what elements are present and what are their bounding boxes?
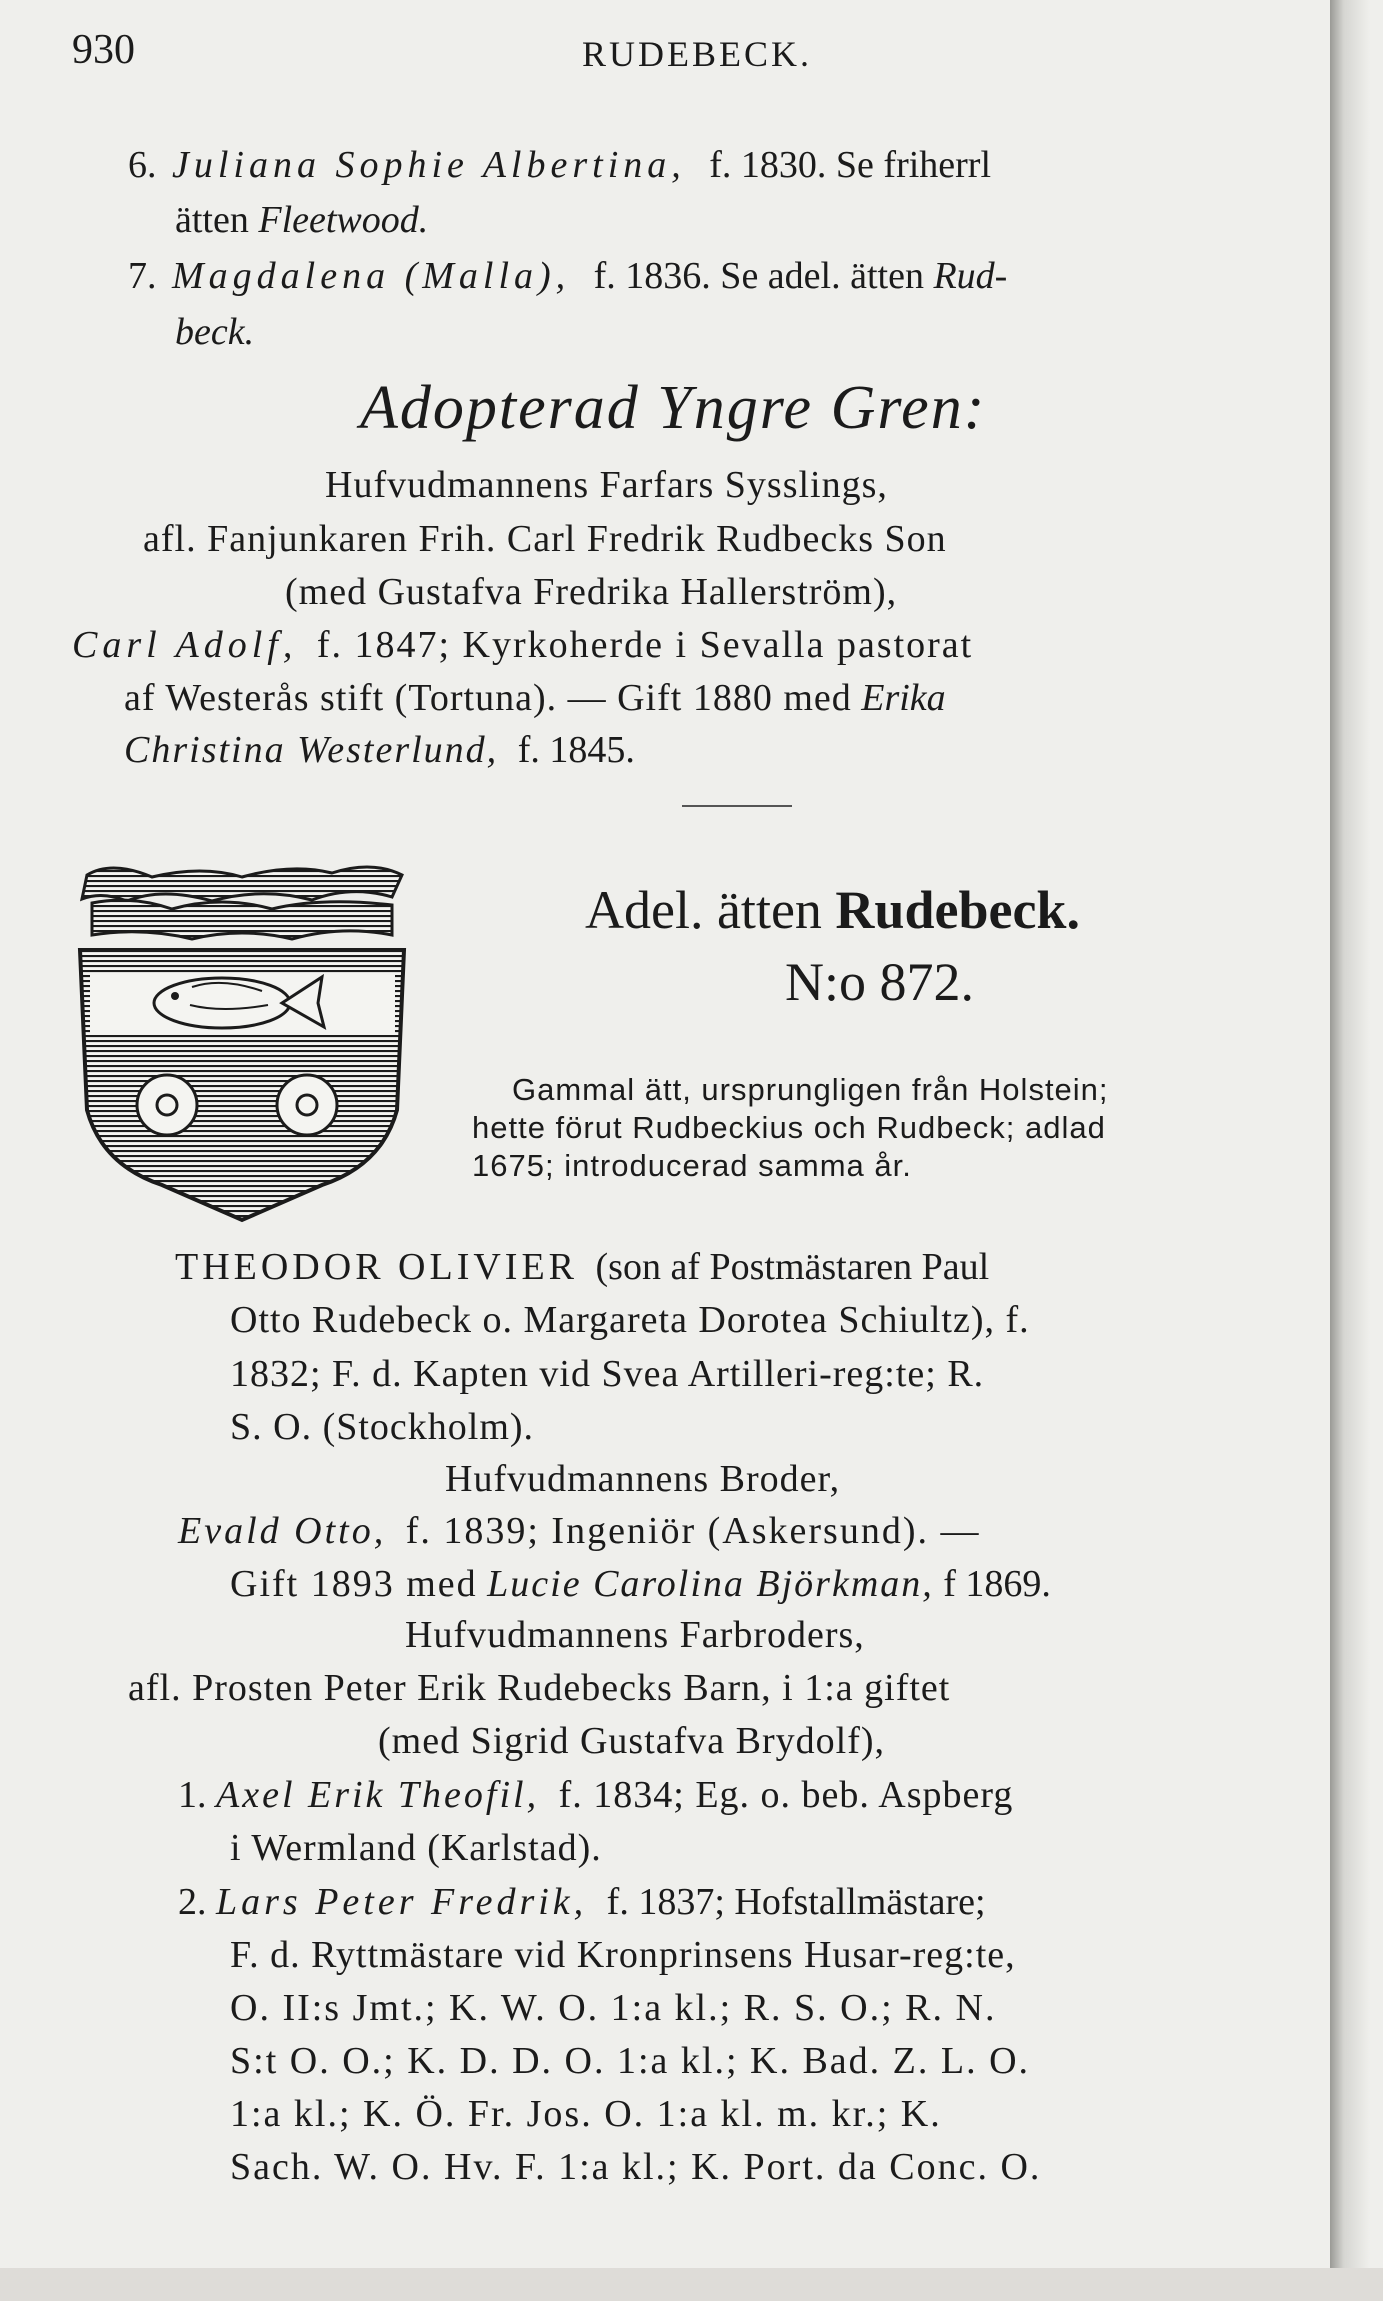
brother-line-2: [230, 1562, 1051, 1606]
entry-7-line-2: beck.: [175, 311, 255, 353]
person-text: f. 1837; Hofstallmästare;: [606, 1881, 986, 1923]
entry-text: f. 1830. Se friherrl: [709, 144, 992, 186]
person-name: Evald Otto,: [178, 1510, 387, 1552]
person-name: Lars Peter Fredrik,: [216, 1881, 588, 1923]
person-text: (son af Postmästaren Paul: [595, 1246, 990, 1288]
subheading-farbroder: Hufvudmannens Farbroders,: [405, 1614, 865, 1656]
subheading-broder: Hufvudmannens Broder,: [445, 1458, 841, 1500]
entry-name: Juliana Sophie Albertina,: [172, 144, 686, 186]
entry-name: Magdalena (Malla),: [172, 255, 571, 297]
adopted-line-4: [72, 623, 973, 667]
person-text: f. 1845.: [517, 729, 635, 771]
head-line-4: S. O. (Stockholm).: [230, 1406, 535, 1448]
brother-line-1: [178, 1509, 981, 1553]
family-description-1: Gammal ätt, ursprungligen från Holstein;: [512, 1072, 1109, 1107]
entry-6-line-1: [128, 143, 991, 187]
scan-margin: [0, 2268, 1383, 2301]
entry-6-line-2: [175, 198, 428, 242]
family-description-3: 1675; introducerad samma år.: [472, 1148, 912, 1183]
family-title: [585, 880, 1080, 940]
adopted-line-5: [124, 676, 946, 720]
entry-text: f. 1836. Se adel. ätten: [593, 255, 924, 297]
family-description-2: hette förut Rudbeckius och Rudbeck; adlad: [472, 1110, 1106, 1145]
coat-of-arms-image: [72, 855, 412, 1225]
child-2-line-2: F. d. Ryttmästare vid Kronprinsens Husar-reg:te,: [230, 1934, 1016, 1976]
child-2-line-4: S:t O. O.; K. D. D. O. 1:a kl.; K. Bad. Z. L. O.: [230, 2040, 1031, 2082]
running-title: RUDEBECK.: [582, 34, 813, 74]
farbroder-line-2: (med Sigrid Gustafva Brydolf),: [378, 1720, 886, 1762]
person-text: f. 1847; Kyrkoherde i Sevalla pastorat: [316, 624, 974, 666]
child-1-line-2: i Wermland (Karlstad).: [230, 1827, 602, 1869]
entry-number: 7.: [128, 255, 157, 297]
entry-number: 2.: [178, 1881, 207, 1923]
adopted-line-1: Hufvudmannens Farfars Sysslings,: [325, 464, 888, 506]
person-text: f. 1834; Eg. o. beb. Aspberg: [558, 1774, 1014, 1816]
child-2-line-6: Sach. W. O. Hv. F. 1:a kl.; K. Port. da Conc. O.: [230, 2146, 1042, 2188]
page-number: 930: [72, 27, 135, 73]
family-title-prefix: Adel. ätten: [585, 880, 822, 940]
family-number: N:o 872.: [785, 952, 974, 1012]
person-text: f. 1839; Ingeniör (Askersund). —: [405, 1510, 981, 1552]
adopted-line-3: (med Gustafva Fredrika Hallerström),: [285, 571, 898, 613]
head-line-2: Otto Rudebeck o. Margareta Dorotea Schiultz), f.: [230, 1299, 1030, 1341]
head-line-3: 1832; F. d. Kapten vid Svea Artilleri-reg:te; R.: [230, 1353, 985, 1395]
person-name: Christina Westerlund,: [124, 729, 499, 771]
farbroder-line-1: afl. Prosten Peter Erik Rudebecks Barn, i 1:a giftet: [128, 1667, 951, 1709]
child-2-line-5: 1:a kl.; K. Ö. Fr. Jos. O. 1:a kl. m. kr.; K.: [230, 2093, 942, 2135]
entry-text: ätten: [175, 199, 249, 241]
child-2-line-3: O. II:s Jmt.; K. W. O. 1:a kl.; R. S. O.; R. N.: [230, 1987, 997, 2029]
person-text: f 1869.: [943, 1563, 1051, 1605]
adopted-line-2: afl. Fanjunkaren Frih. Carl Fredrik Rudbecks Son: [143, 518, 947, 560]
section-divider: [682, 805, 792, 807]
child-1-line-1: [178, 1773, 1013, 1817]
adopted-line-6: [124, 728, 635, 772]
person-name: Carl Adolf,: [72, 624, 298, 666]
child-2-line-1: [178, 1880, 986, 1924]
entry-7-line-1: [128, 254, 1007, 298]
section-heading: Adopterad Yngre Gren:: [360, 374, 987, 442]
entry-number: 1.: [178, 1774, 207, 1816]
person-name: Erika: [861, 677, 946, 719]
person-name: THEODOR OLIVIER: [175, 1246, 579, 1288]
entry-name: Rud-: [933, 255, 1008, 297]
facing-page-edge: [1330, 0, 1383, 2270]
person-name: Lucie Carolina Björkman,: [487, 1563, 934, 1605]
entry-number: 6.: [128, 144, 157, 186]
person-name: Axel Erik Theofil,: [216, 1774, 540, 1816]
person-text: Gift 1893 med: [230, 1563, 478, 1605]
entry-name: Fleetwood.: [258, 199, 429, 241]
family-name: Rudebeck.: [835, 880, 1080, 940]
person-text: af Westerås stift (Tortuna). — Gift 1880 med: [124, 677, 852, 719]
head-line-1: [175, 1245, 989, 1289]
